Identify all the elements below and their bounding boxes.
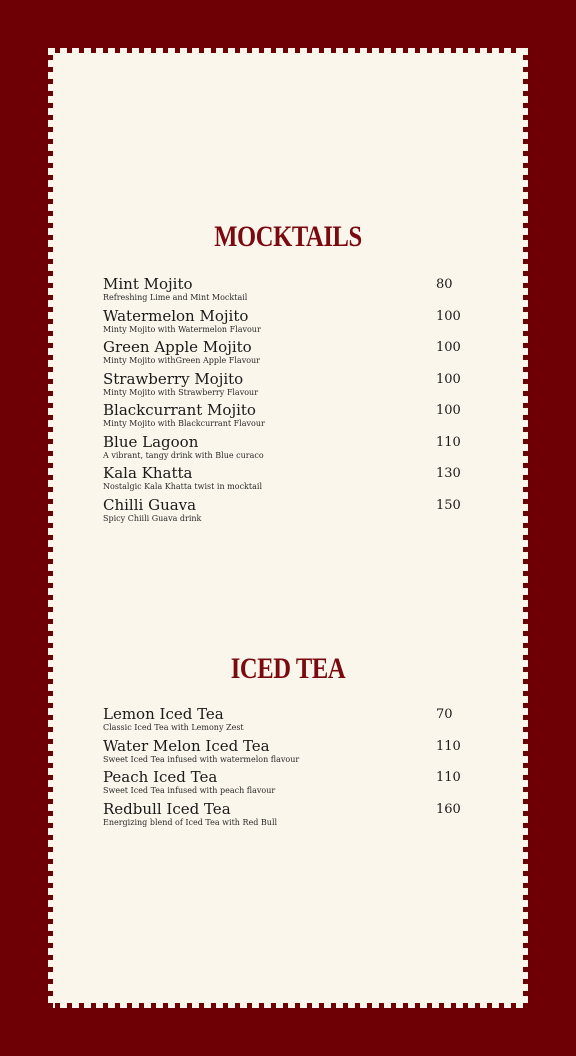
menu-item [103, 339, 476, 371]
item-price: 110 [436, 738, 461, 754]
item-description: Minty Mojito with Strawberry Flavour [103, 387, 259, 397]
menu-item [103, 801, 476, 833]
item-description: Spicy Chiili Guava drink [103, 513, 202, 523]
iced-tea-list [103, 706, 476, 832]
item-name: Strawberry Mojito [103, 369, 244, 388]
item-description: Classic Iced Tea with Lemony Zest [103, 723, 244, 732]
item-name: Redbull Iced Tea [103, 799, 231, 818]
menu-item [103, 706, 476, 738]
item-description: Minty Mojito with Watermelon Flavour [103, 324, 261, 334]
item-description: Refreshing Lime and Mint Mocktail [103, 293, 248, 302]
mocktails-title: MOCKTAILS [214, 220, 362, 253]
menu-item [103, 276, 476, 308]
item-name: Water Melon Iced Tea [103, 736, 270, 755]
stitched-border-bottom [48, 1003, 528, 1008]
item-price: 100 [436, 340, 461, 355]
menu-item [103, 402, 476, 434]
menu-item [103, 465, 476, 497]
item-name: Green Apple Mojito [103, 338, 252, 356]
item-name: Blackcurrant Mojito [103, 401, 256, 419]
item-name: Peach Iced Tea [103, 768, 218, 786]
item-name: Mint Mojito [103, 275, 193, 293]
item-description: Minty Mojito with Blackcurrant Flavour [103, 419, 265, 428]
menu-item [103, 308, 476, 340]
menu-item [103, 497, 476, 529]
item-price: 110 [436, 770, 461, 785]
menu-item [103, 769, 476, 801]
item-price: 100 [436, 371, 461, 387]
menu-item [103, 738, 476, 770]
item-name: Kala Khatta [103, 464, 193, 482]
mocktails-list [103, 276, 476, 528]
item-name: Blue Lagoon [103, 432, 199, 451]
stitched-border-left [48, 48, 53, 1008]
menu-item [103, 434, 476, 466]
iced-tea-title: ICED TEA [230, 652, 346, 685]
item-description: A vibrant, tangy drink with Blue curaco [103, 450, 264, 460]
stitched-border-top [48, 48, 528, 53]
item-price: 130 [436, 466, 461, 481]
item-description: Minty Mojito withGreen Apple Flavour [103, 356, 260, 365]
menu-card [48, 48, 528, 1008]
item-price: 110 [436, 434, 461, 450]
item-name: Chilli Guava [103, 495, 197, 514]
item-name: Lemon Iced Tea [103, 705, 224, 723]
stitched-border-right [523, 48, 528, 1008]
item-price: 80 [436, 277, 453, 292]
item-description: Sweet Iced Tea infused with watermelon flavour [103, 754, 300, 764]
item-price: 100 [436, 308, 461, 324]
item-price: 70 [436, 707, 453, 722]
item-price: 160 [436, 801, 461, 817]
menu-item [103, 371, 476, 403]
item-description: Sweet Iced Tea infused with peach flavour [103, 786, 276, 795]
item-price: 100 [436, 403, 461, 418]
item-description: Nostalgic Kala Khatta twist in mocktail [103, 482, 262, 491]
item-price: 150 [436, 497, 461, 513]
item-name: Watermelon Mojito [103, 306, 249, 325]
item-description: Energizing blend of Iced Tea with Red Bull [103, 817, 278, 827]
